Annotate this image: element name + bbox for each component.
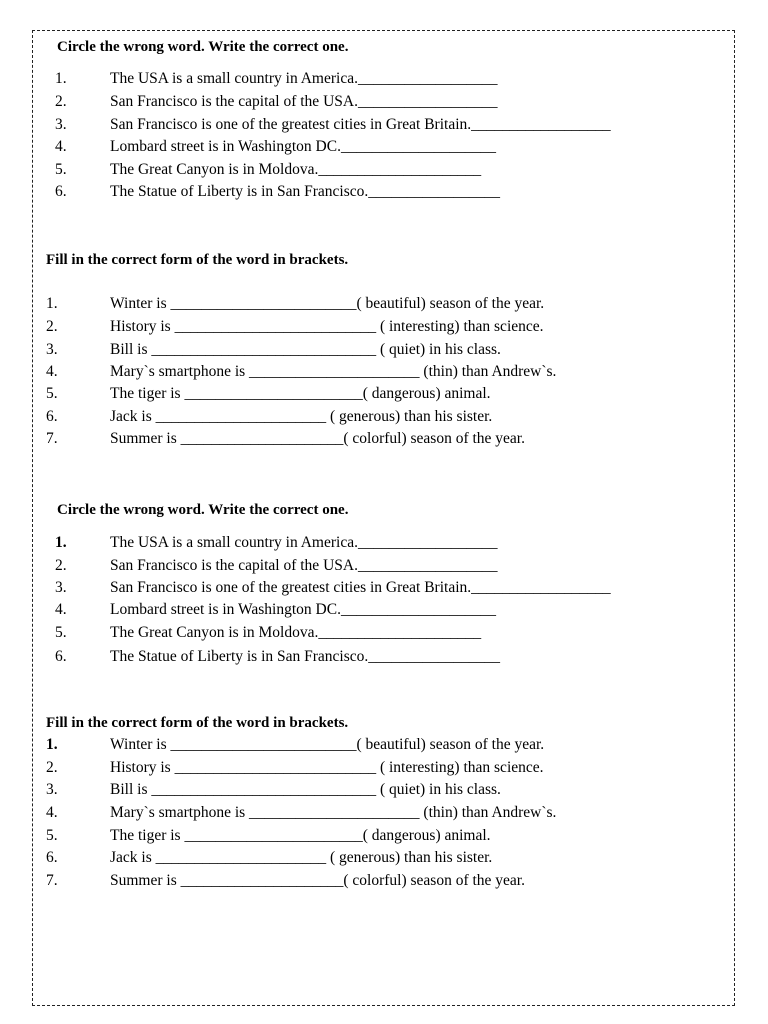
exercise-sentence: The USA is a small country in America.__________________: [110, 534, 498, 551]
exercise-sentence: Lombard street is in Washington DC.____________________: [110, 601, 496, 618]
exercise-sentence: San Francisco is one of the greatest cities in Great Britain.__________________: [110, 579, 611, 596]
exercise-sentence: San Francisco is the capital of the USA.__________________: [110, 93, 498, 110]
exercise-sentence: Bill is _____________________________ ( quiet) in his class.: [110, 781, 501, 798]
exercise-sentence: The USA is a small country in America.__________________: [110, 70, 498, 87]
exercise-sentence: San Francisco is the capital of the USA.__________________: [110, 557, 498, 574]
exercise-sentence: Winter is ________________________( beautiful) season of the year.: [110, 295, 545, 312]
exercise-sentence: History is __________________________ ( interesting) than science.: [110, 318, 544, 335]
exercise-sentence: Jack is ______________________ ( generous) than his sister.: [110, 849, 493, 866]
exercise-sentence: Summer is _____________________( colorful) season of the year.: [110, 872, 525, 889]
exercise-sentence: Bill is _____________________________ ( quiet) in his class.: [110, 341, 501, 358]
exercise-sentence: Mary`s smartphone is ______________________ (thin) than Andrew`s.: [110, 804, 557, 821]
exercise-sentence: The Great Canyon is in Moldova._____________________: [110, 161, 482, 178]
exercise-sentence: Mary`s smartphone is ______________________ (thin) than Andrew`s.: [110, 363, 557, 380]
exercise-sentence: The Statue of Liberty is in San Francisco._________________: [110, 648, 501, 665]
exercise-sentence: The Great Canyon is in Moldova._____________________: [110, 624, 482, 641]
exercise-sentence: The tiger is _______________________( dangerous) animal.: [110, 385, 491, 402]
exercise-sentence: Summer is _____________________( colorful) season of the year.: [110, 430, 525, 447]
exercise-sentence: Jack is ______________________ ( generous) than his sister.: [110, 408, 493, 425]
exercise-sentence: The Statue of Liberty is in San Francisco._________________: [110, 183, 501, 200]
exercise-sentence: The tiger is _______________________( dangerous) animal.: [110, 827, 491, 844]
section-3-heading: Circle the wrong word. Write the correct one.: [57, 502, 349, 518]
exercise-sentence: San Francisco is one of the greatest cities in Great Britain.__________________: [110, 116, 611, 133]
section-4-heading: Fill in the correct form of the word in brackets.: [46, 715, 349, 731]
exercise-sentence: History is __________________________ ( interesting) than science.: [110, 759, 544, 776]
exercise-sentence: Lombard street is in Washington DC.____________________: [110, 138, 496, 155]
section-2-heading: Fill in the correct form of the word in brackets.: [46, 252, 349, 268]
exercise-sentence: Winter is ________________________( beautiful) season of the year.: [110, 736, 545, 753]
section-1-heading: Circle the wrong word. Write the correct one.: [57, 39, 349, 55]
